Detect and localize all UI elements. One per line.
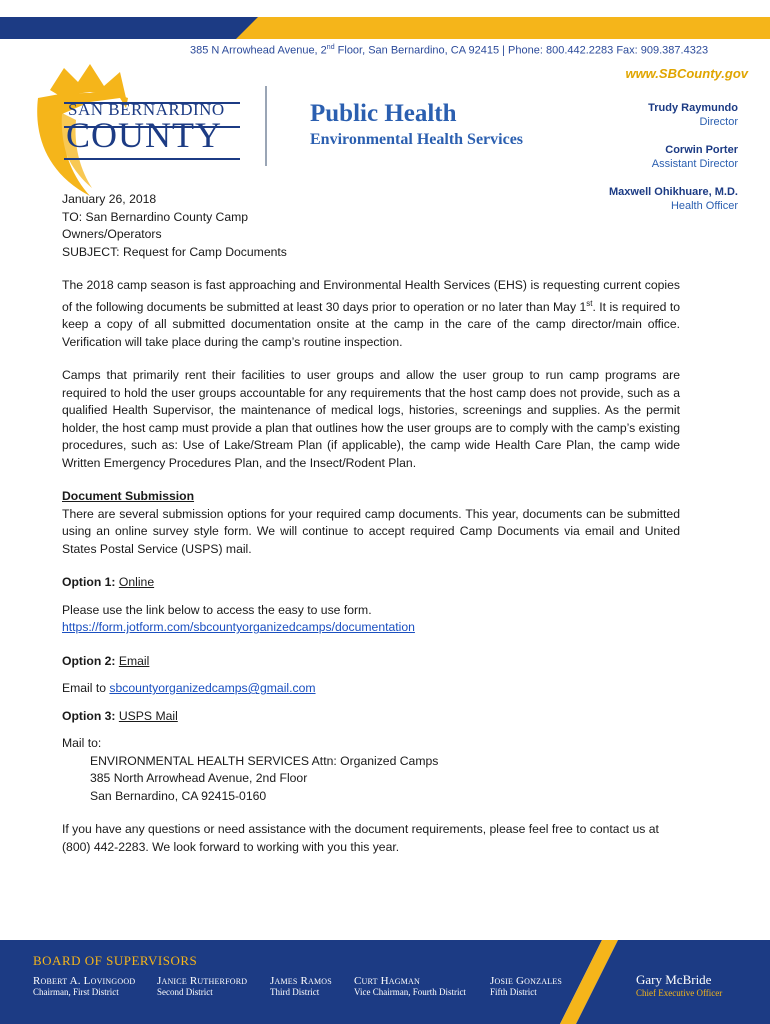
letter-to-line-2: Owners/Operators (62, 227, 162, 241)
official-name: Corwin Porter (665, 144, 738, 156)
option-3: Option 3: USPS Mail (62, 708, 178, 723)
header-address: 385 N Arrowhead Avenue, 2nd Floor, San Bernardino, CA 92415 | Phone: 800.442.2283 Fax: 909.387.4323 (190, 44, 709, 57)
header-divider (265, 86, 267, 166)
option-1: Option 1: Online (62, 575, 155, 590)
paragraph-closing: If you have any questions or need assistance with the document requirements, please feel free to contact us at (800) 442-2283. We look forward to working with you this year. (62, 822, 659, 854)
email-link[interactable]: sbcountyorganizedcamps@gmail.com (109, 681, 316, 696)
header-stripe (0, 17, 770, 39)
paragraph-intro: The 2018 camp season is fast approaching and Environmental Health Services (EHS) is requesting current copies of the following documents be submitted at least 30 days prior to operation or no later than May 1st. It is required to keep a copy of all submitted documentation onsite at the camp in the care of the camp director/main office. Verification will take place during the camp’s routine inspection. (62, 278, 680, 349)
board-footer (0, 940, 770, 1024)
letter-to-line-1: TO: San Bernardino County Camp (62, 209, 249, 224)
mail-address-line-2: 385 North Arrowhead Avenue, 2nd Floor (90, 771, 308, 786)
department-subtitle: Environmental Health Services (310, 131, 524, 148)
logo-line-1: SAN BERNARDINO (68, 100, 225, 119)
official-name: Maxwell Ohikhuare, M.D. (609, 186, 738, 198)
supervisor: Janice Rutherford Second District (157, 975, 248, 997)
paragraph-document-submission: There are several submission options for your required camp documents. This year, documents can be submitted using an online survey style form. We will continue to accept required Camp Documents via email and United States Postal Service (USPS) mail. (62, 506, 680, 556)
letter-date: January 26, 2018 (62, 192, 157, 206)
option-2-text: Email to sbcountyorganizedcamps@gmail.com (62, 681, 316, 696)
department-title: Public Health (310, 100, 457, 127)
board-title: BOARD OF SUPERVISORS (33, 953, 198, 968)
document-submission-heading: Document Submission (62, 489, 195, 504)
paragraph-user-groups: Camps that primarily rent their facilities to user groups and allow the user group to run camp programs are required to hold the user groups accountable for any requirements that the host camp does not provide, such as a qualified Health Supervisor, the maintenance of medical logs, histories, screenings and supplies. As the permit holder, the host camp must provide a plan that outlines how the user groups are to comply with the camp’s existing procedures, such as: Use of Lake/Stream Plan (if applicable), the camp wide Health Care Plan, the camp wide Written Emergency Procedures Plan, and the Insect/Rodent Plan. (62, 368, 680, 470)
website-link[interactable]: www.SBCounty.gov (625, 66, 748, 81)
official-name: Trudy Raymundo (648, 102, 738, 114)
supervisor: Robert A. Lovingood Chairman, First District (33, 975, 136, 997)
official-role: Director (699, 116, 738, 128)
ceo: Gary McBride Chief Executive Officer (636, 972, 723, 998)
official-role: Assistant Director (651, 158, 738, 170)
mail-address-line-3: San Bernardino, CA 92415-0160 (90, 788, 267, 803)
letter-subject: SUBJECT: Request for Camp Documents (62, 244, 287, 259)
supervisor: Josie Gonzales Fifth District (490, 975, 562, 997)
supervisor: James Ramos Third District (270, 975, 332, 997)
letter-body (62, 191, 680, 856)
supervisor: Curt Hagman Vice Chairman, Fourth District (354, 975, 466, 997)
online-form-link[interactable]: https://form.jotform.com/sbcountyorganizedcamps/documentation (62, 620, 415, 635)
mail-to-label: Mail to: (62, 736, 102, 751)
logo-line-2: COUNTY (66, 115, 222, 155)
option-1-text: Please use the link below to access the easy to use form. (62, 602, 372, 617)
official-role: Health Officer (670, 200, 738, 212)
mail-address-line-1: ENVIRONMENTAL HEALTH SERVICES Attn: Organized Camps (90, 753, 439, 768)
option-2: Option 2: Email (62, 653, 150, 668)
